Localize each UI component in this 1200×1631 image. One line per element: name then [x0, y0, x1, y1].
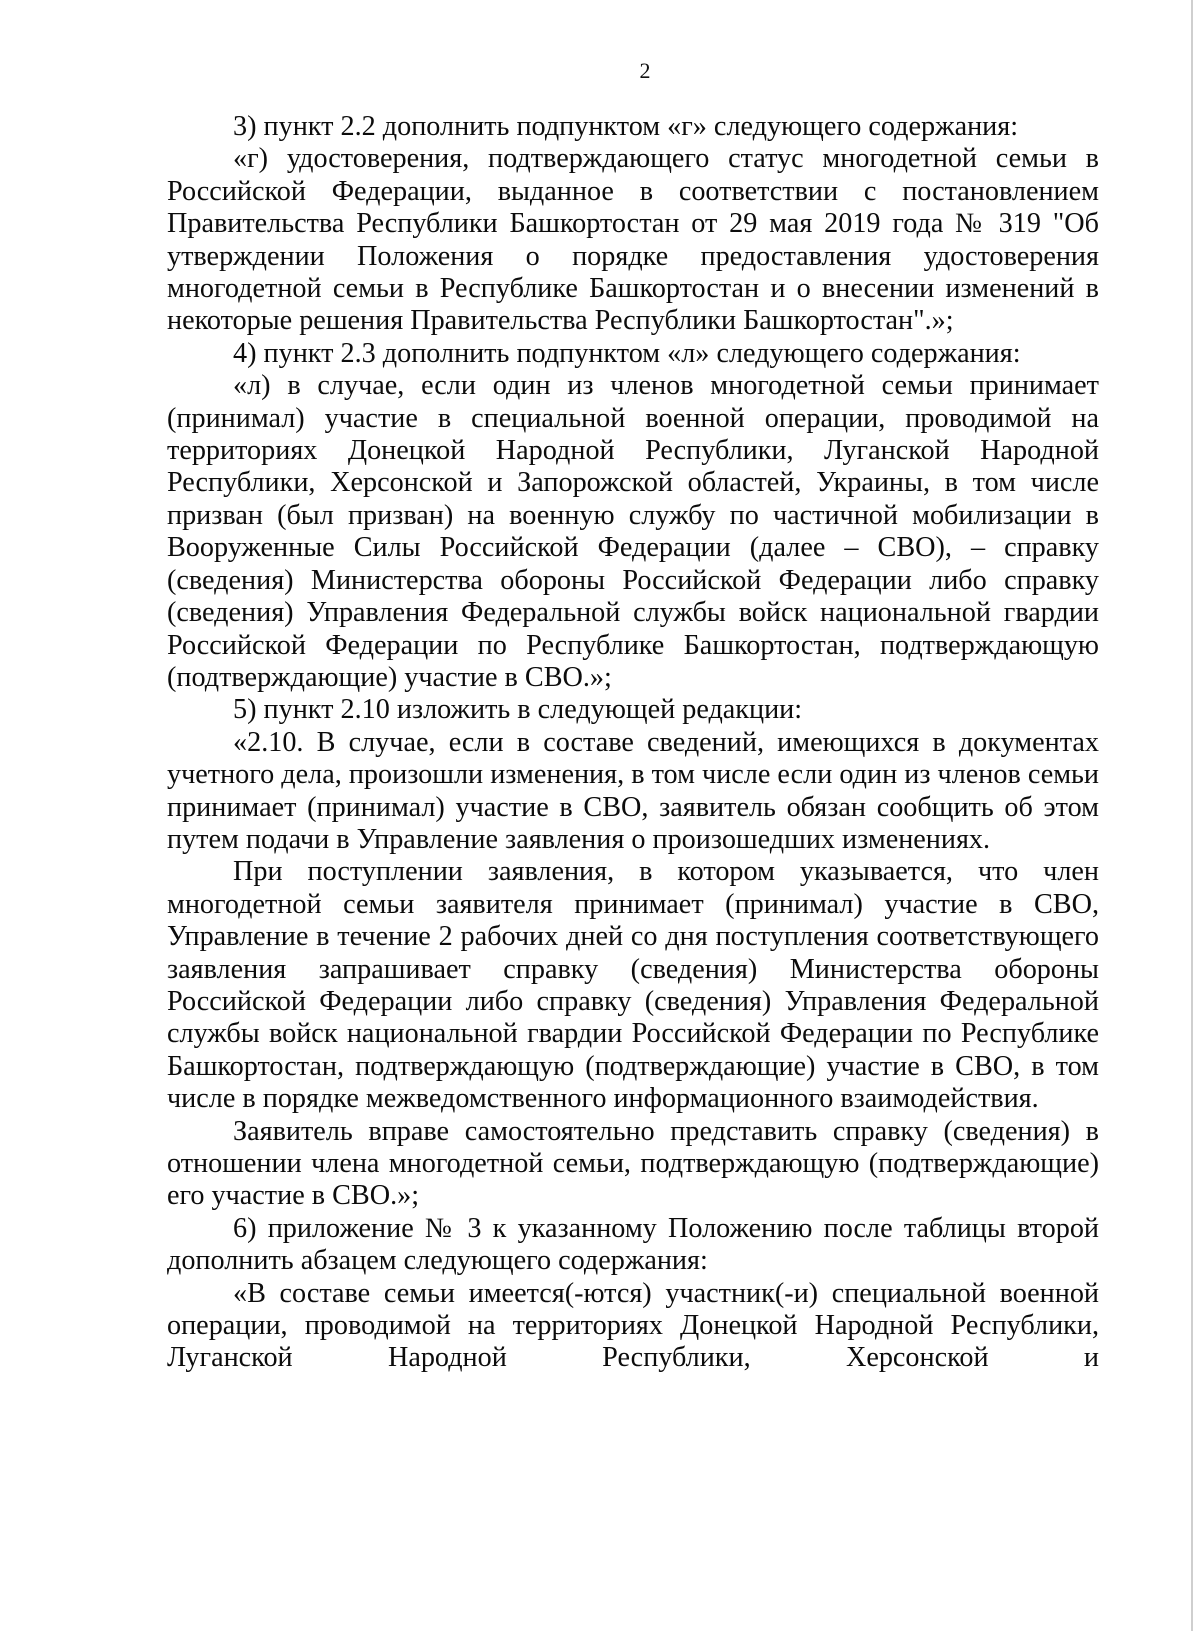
paragraph-item-6-heading: 6) приложение № 3 к указанному Положению после таблицы второй дополнить абзацем следующего содержания: — [167, 1212, 1099, 1277]
paragraph-clause-2-10-applicant-right: Заявитель вправе самостоятельно представить справку (сведения) в отношении члена многодетной семьи, подтверждающую (подтверждающие) его участие в СВО.»; — [167, 1115, 1099, 1212]
scan-edge-line — [1191, 0, 1193, 1631]
paragraph-subitem-g: «г) удостоверения, подтверждающего статус многодетной семьи в Российской Федерации, выданное в соответствии с постановлением Правительства Республики Башкортостан от 29 мая 2019 года № 319 "Об утверждении Положения о порядке предоставления удостоверения многодетной семьи в Республике Башкортостан и о внесении изменений в некоторые решения Правительства Республики Башкортостан".»; — [167, 143, 1099, 337]
paragraph-subitem-l: «л) в случае, если один из членов многодетной семьи принимает (принимал) участие в специальной военной операции, проводимой на территориях Донецкой Народной Республики, Луганской Народной Республики, Херсонской и Запорожской областей, Украины, в том числе призван (был призван) на военную службу по частичной мобилизации в Вооруженные Силы Российской Федерации (далее – СВО), – справку (сведения) Министерства обороны Российской Федерации либо справку (сведения) Управления Федеральной службы войск национальной гвардии Российской Федерации по Республике Башкортостан, подтверждающую (подтверждающие) участие в СВО.»; — [167, 370, 1099, 693]
paragraph-clause-2-10: «2.10. В случае, если в составе сведений, имеющихся в документах учетного дела, произошли изменения, в том числе если один из членов семьи принимает (принимал) участие в СВО, заявитель обязан сообщить об этом путем подачи в Управление заявления о произошедших изменениях. — [167, 726, 1099, 855]
paragraph-item-3-heading: 3) пункт 2.2 дополнить подпунктом «г» следующего содержания: — [233, 111, 1019, 142]
paragraph-clause-2-10-procedure: При поступлении заявления, в котором указывается, что член многодетной семьи заявителя принимает (принимал) участие в СВО, Управление в течение 2 рабочих дней со дня поступления соответствующего заявления запрашивает справку (сведения) Министерства обороны Российской Федерации либо справку (сведения) Управления Федеральной службы войск национальной гвардии Российской Федерации по Республике Башкортостан, подтверждающую (подтверждающие) участие в СВО, в том числе в порядке межведомственного информационного взаимодействия. — [167, 856, 1099, 1115]
paragraph-item-4-heading: 4) пункт 2.3 дополнить подпунктом «л» следующего содержания: — [233, 337, 1021, 369]
page-number: 2 — [639, 58, 651, 83]
document-body — [167, 111, 1099, 1375]
paragraph-appendix-3-addition: «В составе семьи имеется(-ются) участник(-и) специальной военной операции, проводимой на территориях Донецкой Народной Республики, Луганской Народной Республики, Херсонской и — [167, 1277, 1099, 1374]
paragraph-item-5-heading: 5) пункт 2.10 изложить в следующей редакции: — [233, 694, 803, 726]
